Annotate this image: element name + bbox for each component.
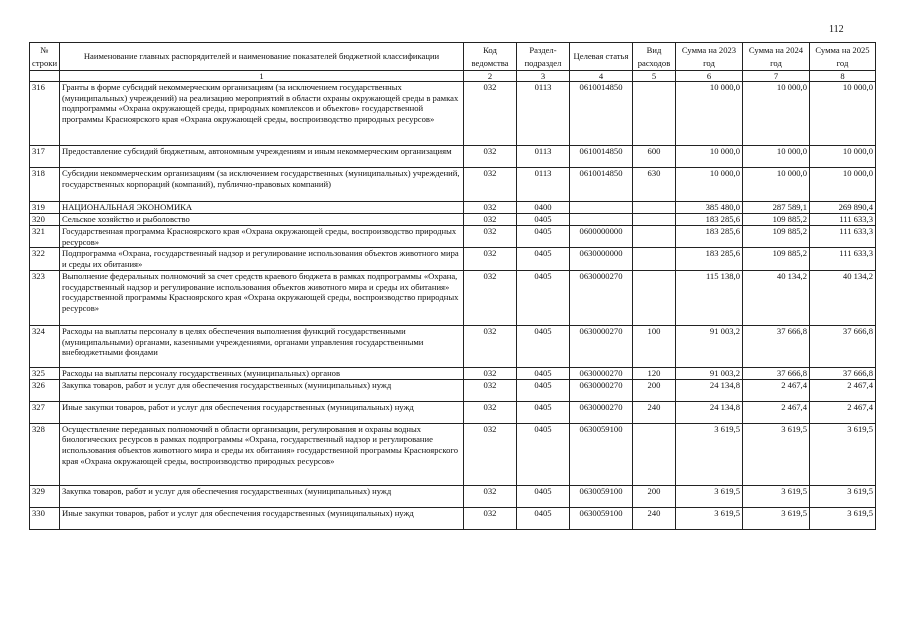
row-number: 325	[30, 368, 60, 380]
row-expense-kind	[633, 423, 676, 485]
row-sum-2024: 109 885,2	[743, 226, 810, 248]
column-number: 1	[60, 71, 464, 82]
row-sum-2025: 2 467,4	[810, 379, 876, 401]
table-row	[30, 168, 876, 202]
row-expense-kind: 120	[633, 368, 676, 380]
table-row	[30, 326, 876, 368]
column-number: 8	[810, 71, 876, 82]
row-sum-2024: 3 619,5	[743, 507, 810, 529]
row-number: 318	[30, 168, 60, 202]
row-sum-2025: 37 666,8	[810, 326, 876, 368]
row-number: 326	[30, 379, 60, 401]
table-row	[30, 82, 876, 146]
row-target-article: 0610014850	[570, 82, 633, 146]
row-section: 0405	[517, 248, 570, 271]
row-sum-2024: 287 589,1	[743, 202, 810, 214]
row-dept-code: 032	[464, 401, 517, 423]
row-target-article: 0610014850	[570, 168, 633, 202]
row-expense-kind	[633, 248, 676, 271]
table-row	[30, 379, 876, 401]
table-row	[30, 248, 876, 271]
header-name: Наименование главных распорядителей и наименование показателей бюджетной классификации	[60, 43, 464, 71]
row-section: 0405	[517, 214, 570, 226]
row-sum-2024: 10 000,0	[743, 82, 810, 146]
table-row	[30, 423, 876, 485]
table-row	[30, 202, 876, 214]
row-number: 322	[30, 248, 60, 271]
row-section: 0405	[517, 423, 570, 485]
row-target-article: 0630000270	[570, 271, 633, 326]
row-sum-2025: 3 619,5	[810, 423, 876, 485]
row-target-article: 0630059100	[570, 507, 633, 529]
column-number: 6	[676, 71, 743, 82]
row-expense-kind: 630	[633, 168, 676, 202]
row-sum-2025: 10 000,0	[810, 168, 876, 202]
row-sum-2024: 3 619,5	[743, 423, 810, 485]
row-target-article: 0630000270	[570, 379, 633, 401]
table-row	[30, 271, 876, 326]
row-number: 320	[30, 214, 60, 226]
row-sum-2023: 10 000,0	[676, 168, 743, 202]
row-name: Субсидии некоммерческим организациям (за исключением государственных (муниципальных) учреждений, государственных корпораций (компаний), публично-правовых компаний)	[60, 168, 464, 202]
row-expense-kind: 600	[633, 146, 676, 168]
row-number: 329	[30, 485, 60, 507]
row-sum-2023: 115 138,0	[676, 271, 743, 326]
row-sum-2023: 3 619,5	[676, 507, 743, 529]
row-sum-2023: 183 285,6	[676, 226, 743, 248]
row-sum-2024: 37 666,8	[743, 368, 810, 380]
row-section: 0113	[517, 146, 570, 168]
table-row	[30, 485, 876, 507]
table-row	[30, 226, 876, 248]
row-number: 323	[30, 271, 60, 326]
table-row	[30, 146, 876, 168]
row-expense-kind	[633, 271, 676, 326]
row-dept-code: 032	[464, 82, 517, 146]
row-dept-code: 032	[464, 248, 517, 271]
table-row	[30, 214, 876, 226]
row-sum-2025: 10 000,0	[810, 146, 876, 168]
row-expense-kind: 240	[633, 401, 676, 423]
column-number: 4	[570, 71, 633, 82]
row-sum-2025: 3 619,5	[810, 507, 876, 529]
header-sum-2024: Сумма на 2024 год	[743, 43, 810, 71]
header-section: Раздел-подраздел	[517, 43, 570, 71]
row-dept-code: 032	[464, 379, 517, 401]
row-sum-2025: 2 467,4	[810, 401, 876, 423]
row-sum-2024: 109 885,2	[743, 214, 810, 226]
row-sum-2023: 24 134,8	[676, 379, 743, 401]
header-expense-kind: Вид расходов	[633, 43, 676, 71]
row-expense-kind	[633, 214, 676, 226]
column-number-row	[30, 71, 876, 82]
row-name: Иные закупки товаров, работ и услуг для обеспечения государственных (муниципальных) нужд	[60, 507, 464, 529]
row-section: 0405	[517, 368, 570, 380]
row-number: 317	[30, 146, 60, 168]
row-dept-code: 032	[464, 168, 517, 202]
row-dept-code: 032	[464, 368, 517, 380]
header-row-number: № строки	[30, 43, 60, 71]
row-target-article: 0630059100	[570, 423, 633, 485]
column-number: 3	[517, 71, 570, 82]
row-number: 316	[30, 82, 60, 146]
row-sum-2025: 111 633,3	[810, 248, 876, 271]
row-dept-code: 032	[464, 214, 517, 226]
row-number: 324	[30, 326, 60, 368]
table-row	[30, 368, 876, 380]
row-section: 0405	[517, 401, 570, 423]
row-section: 0405	[517, 326, 570, 368]
row-section: 0405	[517, 379, 570, 401]
row-target-article: 0630059100	[570, 485, 633, 507]
table-row	[30, 507, 876, 529]
column-number	[30, 71, 60, 82]
row-expense-kind	[633, 202, 676, 214]
row-name: Выполнение федеральных полномочий за счет средств краевого бюджета в рамках подпрограммы «Охрана, государственный надзор и регулирование использования объектов животного мира и среды их обитания» государственной программы Красноярского края «Охрана окружающей среды, воспроизводство природных ресурсов»	[60, 271, 464, 326]
row-name: Осуществление переданных полномочий в области организации, регулирования и охраны водных биологических ресурсов в рамках подпрограммы «Охрана, государственный надзор и регулирование использования объектов животного мира и среды их обитания» государственной программы Красноярского края «Охрана окружающей среды, воспроизводство природных ресурсов»	[60, 423, 464, 485]
row-dept-code: 032	[464, 485, 517, 507]
row-section: 0113	[517, 168, 570, 202]
row-dept-code: 032	[464, 423, 517, 485]
column-number: 5	[633, 71, 676, 82]
row-sum-2023: 3 619,5	[676, 485, 743, 507]
row-dept-code: 032	[464, 326, 517, 368]
header-dept-code: Код ведомства	[464, 43, 517, 71]
header-sum-2023: Сумма на 2023 год	[676, 43, 743, 71]
table-row	[30, 401, 876, 423]
row-sum-2023: 91 003,2	[676, 368, 743, 380]
header-sum-2025: Сумма на 2025 год	[810, 43, 876, 71]
row-sum-2025: 37 666,8	[810, 368, 876, 380]
row-sum-2025: 111 633,3	[810, 214, 876, 226]
row-name: Предоставление субсидий бюджетным, автономным учреждениям и иным некоммерческим организациям	[60, 146, 464, 168]
row-sum-2024: 37 666,8	[743, 326, 810, 368]
row-name: Закупка товаров, работ и услуг для обеспечения государственных (муниципальных) нужд	[60, 379, 464, 401]
row-sum-2025: 269 890,4	[810, 202, 876, 214]
row-name: Расходы на выплаты персоналу государственных (муниципальных) органов	[60, 368, 464, 380]
row-target-article: 0630000000	[570, 248, 633, 271]
row-dept-code: 032	[464, 202, 517, 214]
row-section: 0113	[517, 82, 570, 146]
header-target-article: Целевая статья	[570, 43, 633, 71]
row-dept-code: 032	[464, 226, 517, 248]
row-sum-2024: 2 467,4	[743, 379, 810, 401]
page-number: 112	[829, 24, 844, 35]
row-section: 0405	[517, 226, 570, 248]
row-expense-kind	[633, 226, 676, 248]
row-number: 319	[30, 202, 60, 214]
row-sum-2024: 10 000,0	[743, 168, 810, 202]
row-sum-2023: 10 000,0	[676, 82, 743, 146]
row-name: Подпрограмма «Охрана, государственный надзор и регулирование использования объектов животного мира и среды их обитания»	[60, 248, 464, 271]
row-sum-2023: 91 003,2	[676, 326, 743, 368]
row-sum-2024: 10 000,0	[743, 146, 810, 168]
row-dept-code: 032	[464, 507, 517, 529]
row-sum-2023: 385 480,0	[676, 202, 743, 214]
row-sum-2023: 3 619,5	[676, 423, 743, 485]
row-number: 327	[30, 401, 60, 423]
row-name: Закупка товаров, работ и услуг для обеспечения государственных (муниципальных) нужд	[60, 485, 464, 507]
row-section: 0400	[517, 202, 570, 214]
row-target-article: 0630000270	[570, 368, 633, 380]
row-name: Государственная программа Красноярского края «Охрана окружающей среды, воспроизводство природных ресурсов»	[60, 226, 464, 248]
budget-table	[29, 42, 876, 530]
row-expense-kind: 240	[633, 507, 676, 529]
row-name: Иные закупки товаров, работ и услуг для обеспечения государственных (муниципальных) нужд	[60, 401, 464, 423]
row-target-article: 0600000000	[570, 226, 633, 248]
row-target-article	[570, 214, 633, 226]
row-target-article: 0610014850	[570, 146, 633, 168]
row-sum-2023: 24 134,8	[676, 401, 743, 423]
row-expense-kind	[633, 82, 676, 146]
row-sum-2023: 10 000,0	[676, 146, 743, 168]
row-dept-code: 032	[464, 146, 517, 168]
row-section: 0405	[517, 271, 570, 326]
row-sum-2024: 2 467,4	[743, 401, 810, 423]
row-sum-2025: 3 619,5	[810, 485, 876, 507]
row-expense-kind: 200	[633, 379, 676, 401]
row-target-article	[570, 202, 633, 214]
row-sum-2025: 111 633,3	[810, 226, 876, 248]
row-name: Расходы на выплаты персоналу в целях обеспечения выполнения функций государственными (муниципальными) органами, казенными учреждениями, органами управления государственными внебюджетными фондами	[60, 326, 464, 368]
row-name: Сельское хозяйство и рыболовство	[60, 214, 464, 226]
column-number: 7	[743, 71, 810, 82]
row-target-article: 0630000270	[570, 401, 633, 423]
header-row	[30, 43, 876, 71]
row-sum-2025: 10 000,0	[810, 82, 876, 146]
row-number: 328	[30, 423, 60, 485]
row-sum-2023: 183 285,6	[676, 214, 743, 226]
row-target-article: 0630000270	[570, 326, 633, 368]
row-dept-code: 032	[464, 271, 517, 326]
row-expense-kind: 100	[633, 326, 676, 368]
row-section: 0405	[517, 507, 570, 529]
row-name: НАЦИОНАЛЬНАЯ ЭКОНОМИКА	[60, 202, 464, 214]
row-expense-kind: 200	[633, 485, 676, 507]
row-sum-2024: 3 619,5	[743, 485, 810, 507]
row-sum-2023: 183 285,6	[676, 248, 743, 271]
row-section: 0405	[517, 485, 570, 507]
column-number: 2	[464, 71, 517, 82]
row-number: 321	[30, 226, 60, 248]
row-number: 330	[30, 507, 60, 529]
row-name: Гранты в форме субсидий некоммерческим организациям (за исключением государственных (муниципальных) учреждений) на реализацию мероприятий в области охраны окружающей среды в рамках подпрограммы «Охрана окружающей среды, природных комплексов и объектов» государственной программы Красноярского края «Охрана окружающей среды, воспроизводство природных ресурсов»	[60, 82, 464, 146]
row-sum-2025: 40 134,2	[810, 271, 876, 326]
row-sum-2024: 40 134,2	[743, 271, 810, 326]
row-sum-2024: 109 885,2	[743, 248, 810, 271]
